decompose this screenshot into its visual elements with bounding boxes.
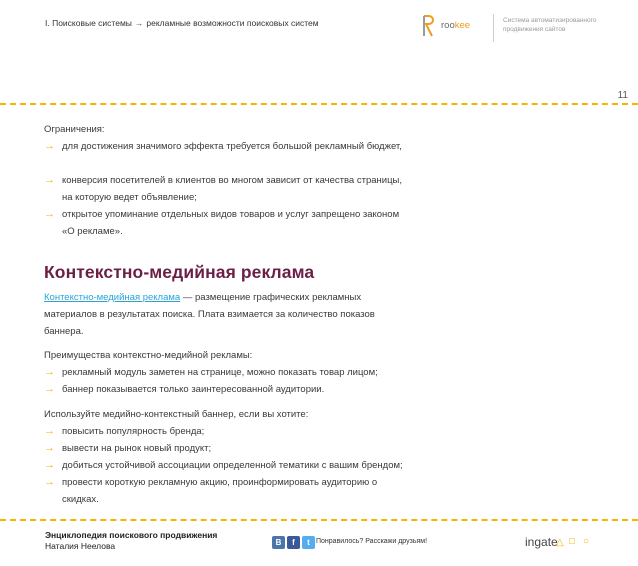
breadcrumb-topic: рекламные возможности поисковых систем bbox=[146, 18, 319, 28]
bottom-divider bbox=[0, 519, 638, 521]
list-item: → баннер показывается только заинтересованной аудитории. bbox=[44, 381, 404, 398]
arrow-bullet-icon: → bbox=[44, 476, 55, 488]
list-item: → конверсия посетителей в клиентов во многом зависит от качества страницы, на которую ведет объявление; bbox=[44, 174, 402, 203]
breadcrumb bbox=[45, 18, 319, 28]
arrow-bullet-icon: → bbox=[44, 208, 55, 220]
author-name: Наталия Неелова bbox=[45, 541, 116, 551]
list-item: → повысить популярность бренда; bbox=[44, 423, 404, 440]
share-prompt: Понравилось? Расскажи друзьям! bbox=[316, 538, 428, 545]
rookee-logo-text: rookee bbox=[441, 20, 471, 31]
advantages-title: Преимущества контекстно-медийной рекламы: bbox=[44, 350, 253, 361]
ingate-logo: ingate bbox=[525, 535, 558, 549]
facebook-icon[interactable]: f bbox=[287, 536, 300, 549]
book-title: Энциклопедия поискового продвижения bbox=[45, 530, 218, 540]
circle-icon: ○ bbox=[583, 536, 590, 547]
twitter-icon[interactable]: t bbox=[302, 536, 315, 549]
triangle-icon: △ bbox=[556, 537, 564, 548]
arrow-bullet-icon: → bbox=[44, 174, 55, 186]
arrow-bullet-icon: → bbox=[44, 383, 55, 395]
list-item: → вывести на рынок новый продукт; bbox=[44, 440, 404, 457]
vk-icon[interactable]: В bbox=[272, 536, 285, 549]
breadcrumb-arrow-icon: → bbox=[134, 18, 144, 28]
list-item: → провести короткую рекламную акцию, проинформировать аудиторию о скидках. bbox=[44, 476, 378, 505]
intro-link[interactable]: Контекстно-медийная реклама bbox=[44, 292, 181, 303]
restrictions-title: Ограничения: bbox=[44, 124, 105, 135]
list-item: → для достижения значимого эффекта требуется большой рекламный бюджет, bbox=[44, 138, 404, 155]
page-number: 11 bbox=[617, 90, 628, 101]
list-item: → рекламный модуль заметен на странице, можно показать товар лицом; bbox=[44, 364, 404, 381]
logo-tagline: Система автоматизированного продвижения сайтов bbox=[503, 17, 597, 33]
arrow-bullet-icon: → bbox=[44, 425, 55, 437]
top-divider bbox=[0, 103, 638, 105]
list-item: → открытое упоминание отдельных видов товаров и услуг запрещено законом «О рекламе». bbox=[44, 208, 400, 237]
intro-paragraph: Контекстно-медийная реклама — размещение графических рекламных материалов в результатах поиска. Плата взимается за количество показов баннера. bbox=[44, 292, 375, 337]
breadcrumb-section: I. Поисковые системы bbox=[45, 18, 132, 28]
logo-divider bbox=[493, 14, 494, 42]
arrow-bullet-icon: → bbox=[44, 459, 55, 471]
rookee-logo-icon bbox=[421, 14, 435, 38]
arrow-bullet-icon: → bbox=[44, 366, 55, 378]
arrow-bullet-icon: → bbox=[44, 140, 55, 152]
arrow-bullet-icon: → bbox=[44, 442, 55, 454]
square-icon: □ bbox=[569, 536, 576, 547]
list-item: → добиться устойчивой ассоциации определенной тематики с вашим брендом; bbox=[44, 457, 404, 474]
use-title: Используйте медийно-контекстный баннер, если вы хотите: bbox=[44, 409, 309, 420]
section-heading: Контекстно-медийная реклама bbox=[44, 262, 315, 282]
